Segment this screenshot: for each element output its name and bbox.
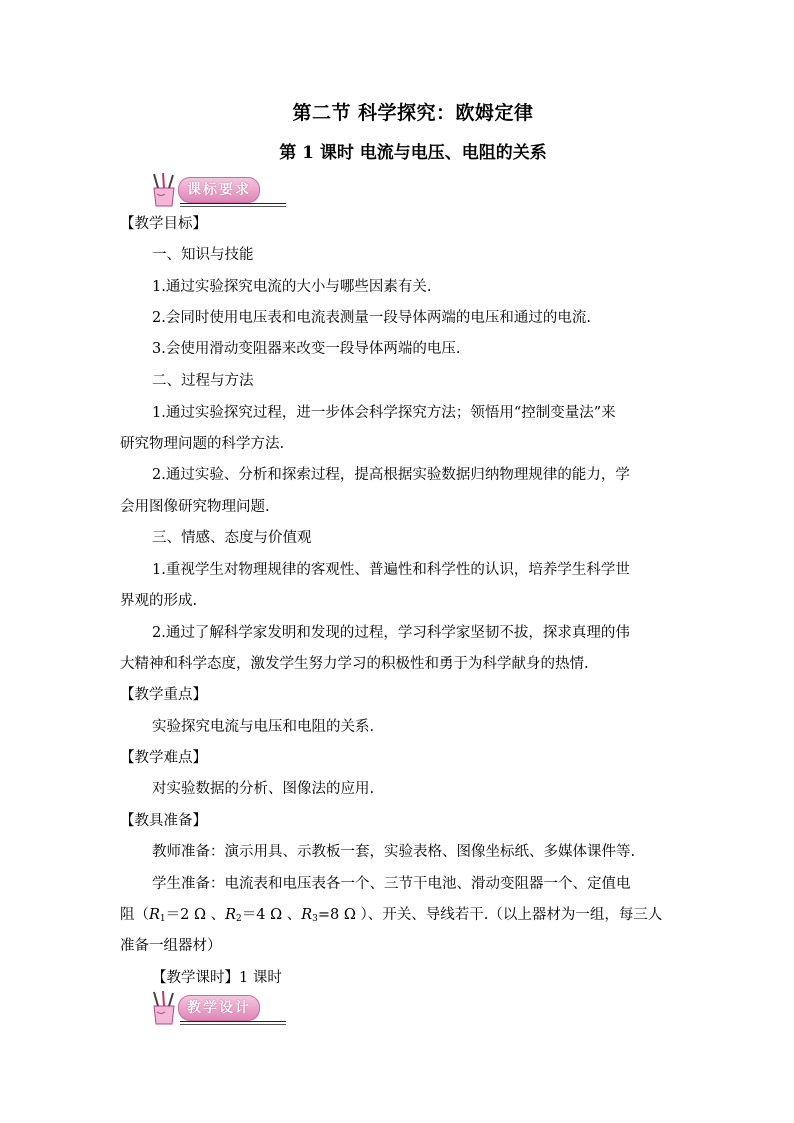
teaching-design-badge [148, 990, 278, 1028]
section-emotion-values: 三、情感、态度与价值观 [152, 530, 312, 546]
text-span: ＝2 Ω 、 [165, 907, 226, 923]
student-preparation-line-1: 学生准备：电流表和电压表各一个、三节干电池、滑动变阻器一个、定值电 [152, 876, 631, 892]
resistor-symbol: R [225, 907, 237, 923]
section-knowledge-skills: 一、知识与技能 [152, 247, 254, 263]
badge-underline [180, 1021, 286, 1022]
emotion-item-2-line-2: 大精神和科学态度，激发学生努力学习的积极性和勇于为科学献身的热情. [120, 656, 589, 672]
heading-key-points: 【教学重点】 [120, 687, 207, 703]
badge-label: 课标要求 [178, 177, 260, 203]
section-process-method: 二、过程与方法 [152, 373, 254, 389]
emotion-item-1-line-2: 界观的形成. [120, 593, 198, 609]
badge-underline [180, 203, 286, 204]
lesson-title: 第 1 课时 电流与电压、电阻的关系 [279, 143, 547, 163]
knowledge-item-2: 2.会同时使用电压表和电流表测量一段导体两端的电压和通过的电流. [152, 310, 591, 326]
badge-label: 教学设计 [178, 995, 260, 1021]
subscript: 1 [159, 914, 166, 924]
process-item-2-line-1: 2.通过实验、分析和探索过程，提高根据实验数据归纳物理规律的能力，学 [152, 467, 630, 483]
knowledge-item-1: 1.通过实验探究电流的大小与哪些因素有关. [152, 279, 432, 295]
emotion-item-1-line-1: 1.重视学生对物理规律的客观性、普遍性和科学性的认识，培养学生科学世 [152, 562, 630, 578]
badge-underline-2 [180, 206, 286, 207]
resistor-symbol: R [301, 907, 313, 923]
heading-class-hours: 【教学课时】1 课时 [152, 970, 282, 986]
text-span: 阻（ [120, 907, 149, 923]
process-item-1-line-1: 1.通过实验探究过程，进一步体会科学探究方法；领悟用“控制变量法”来 [152, 405, 616, 421]
process-item-1-line-2: 研究物理问题的科学方法. [120, 436, 285, 452]
heading-teaching-goals: 【教学目标】 [120, 216, 207, 232]
badge-underline-2 [180, 1024, 286, 1025]
heading-teaching-aids: 【教具准备】 [120, 813, 207, 829]
emotion-item-2-line-1: 2.通过了解科学家发明和发现的过程，学习科学家坚韧不拔，探求真理的伟 [152, 625, 630, 641]
key-points-text: 实验探究电流与电压和电阻的关系. [152, 719, 375, 735]
difficulties-text: 对实验数据的分析、图像法的应用. [152, 781, 375, 797]
subscript: 2 [236, 914, 242, 924]
teacher-preparation: 教师准备：演示用具、示教板一套，实验表格、图像坐标纸、多媒体课件等. [152, 844, 636, 860]
heading-difficulties: 【教学难点】 [120, 750, 207, 766]
text-span: =8 Ω ）、开关、导线若干.（以上器材为一组，每三人 [317, 907, 663, 923]
section-title: 第二节 科学探究：欧姆定律 [292, 102, 534, 124]
student-preparation-line-3: 准备一组器材） [120, 938, 222, 954]
curriculum-requirements-badge [148, 172, 278, 210]
text-span: ＝4 Ω 、 [241, 907, 302, 923]
resistor-symbol: R [149, 907, 160, 923]
process-item-2-line-2: 会用图像研究物理问题. [120, 499, 270, 515]
subscript: 3 [312, 914, 318, 924]
knowledge-item-3: 3.会使用滑动变阻器来改变一段导体两端的电压. [152, 341, 461, 357]
student-preparation-line-2 [120, 905, 662, 929]
